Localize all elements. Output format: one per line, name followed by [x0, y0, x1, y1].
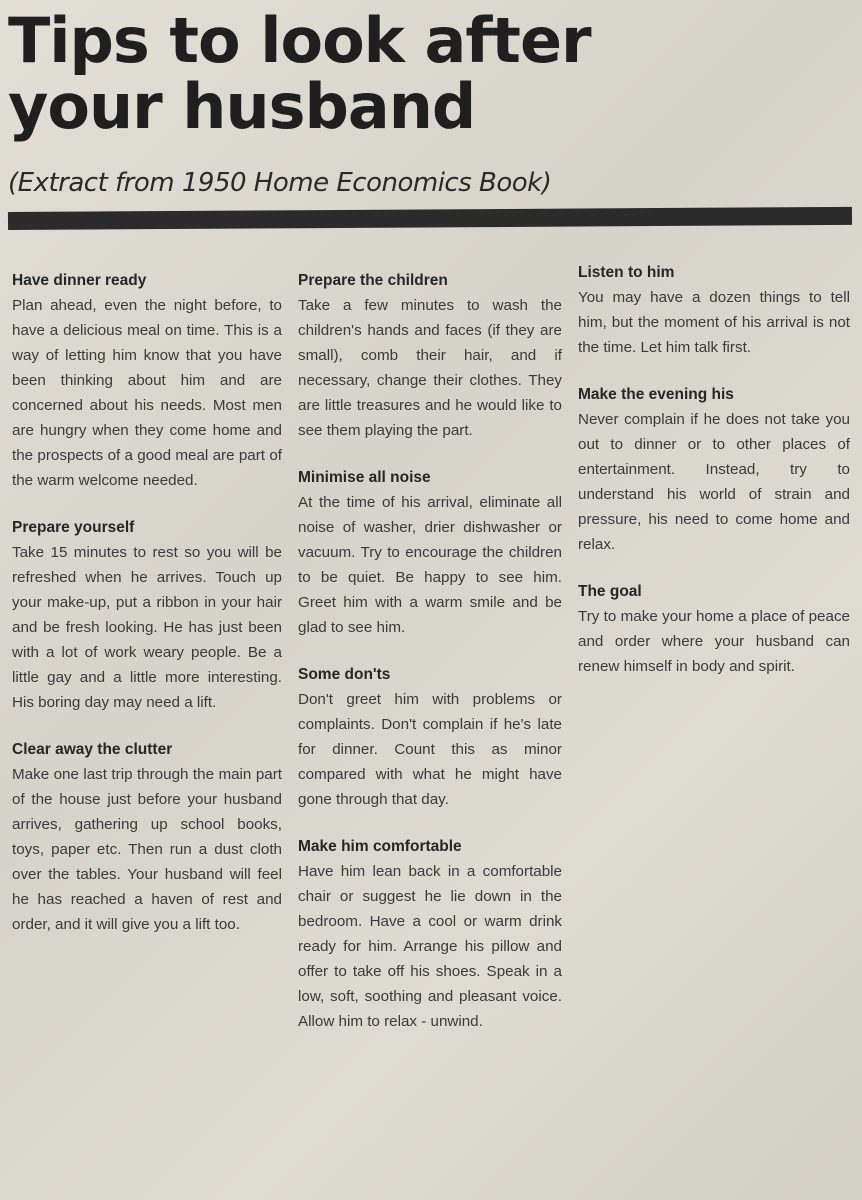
section-make-him-comfortable — [298, 834, 562, 1034]
section-prepare-yourself — [12, 515, 282, 715]
section-prepare-the-children — [298, 268, 562, 443]
section-clear-away-the-clutter — [12, 737, 282, 937]
section-heading: Clear away the clutter — [12, 741, 173, 758]
section-body: Take a few minutes to wash the children's hands and faces (if they are small), comb their hair, and if necessary, change their clothes. They are little treasures and he would like to see them playing the part. — [298, 297, 562, 439]
section-body: Never complain if he does not take you out to dinner or to other places of entertainment. Instead, try to understand his world of strain and pressure, his need to come home and relax. — [578, 411, 850, 553]
section-body: Have him lean back in a comfortable chair or suggest he lie down in the bedroom. Have a cool or warm drink ready for him. Arrange his pillow and offer to take off his shoes. Speak in a low, soft, soothing and pleasant voice. Allow him to relax - unwind. — [298, 863, 562, 1030]
title-line-1: Tips to look after — [8, 4, 591, 77]
section-body: Try to make your home a place of peace and order where your husband can renew himself in body and spirit. — [578, 608, 850, 675]
section-listen-to-him — [578, 260, 850, 360]
section-heading: Make him comfortable — [298, 838, 462, 855]
column-2 — [298, 268, 562, 1056]
section-make-the-evening-his — [578, 382, 850, 557]
column-1 — [12, 268, 282, 959]
section-heading: Listen to him — [578, 264, 675, 281]
section-body: Take 15 minutes to rest so you will be refreshed when he arrives. Touch up your make-up, put a ribbon in your hair and be fresh looking. He has just been with a lot of work weary people. Be a little gay and a little more interesting. His boring day may need a lift. — [12, 544, 282, 711]
section-heading: Make the evening his — [578, 386, 734, 403]
page-subtitle: (Extract from 1950 Home Economics Book) — [8, 168, 552, 198]
section-heading: Minimise all noise — [298, 469, 431, 486]
section-body: Plan ahead, even the night before, to have a delicious meal on time. This is a way of letting him know that you have been thinking about him and are concerned about his needs. Most men are hungry when they come home and the prospects of a good meal are part of the warm welcome needed. — [12, 297, 282, 489]
section-body: Make one last trip through the main part of the house just before your husband arrives, gathering up school books, toys, paper etc. Then run a dust cloth over the tables. Your husband will feel he has reached a haven of rest and order, and it will give you a lift too. — [12, 766, 282, 933]
section-body: You may have a dozen things to tell him, but the moment of his arrival is not the time. Let him talk first. — [578, 289, 850, 356]
section-heading: Prepare yourself — [12, 519, 135, 536]
page-title — [8, 4, 828, 143]
section-body: Don't greet him with problems or complaints. Don't complain if he's late for dinner. Count this as minor compared with what he might have gone through that day. — [298, 691, 562, 808]
section-some-donts — [298, 662, 562, 812]
section-heading: Prepare the children — [298, 272, 448, 289]
section-heading: The goal — [578, 583, 642, 600]
section-minimise-all-noise — [298, 465, 562, 640]
section-the-goal — [578, 579, 850, 679]
section-heading: Have dinner ready — [12, 272, 147, 289]
section-have-dinner-ready — [12, 268, 282, 493]
column-3 — [578, 260, 850, 701]
section-body: At the time of his arrival, eliminate all noise of washer, drier dishwasher or vacuum. Try to encourage the children to be quiet. Be happy to see him. Greet him with a warm smile and be glad to see him. — [298, 494, 562, 636]
divider-bar — [8, 207, 852, 230]
section-heading: Some don'ts — [298, 666, 391, 683]
title-line-2: your husband — [8, 70, 476, 143]
